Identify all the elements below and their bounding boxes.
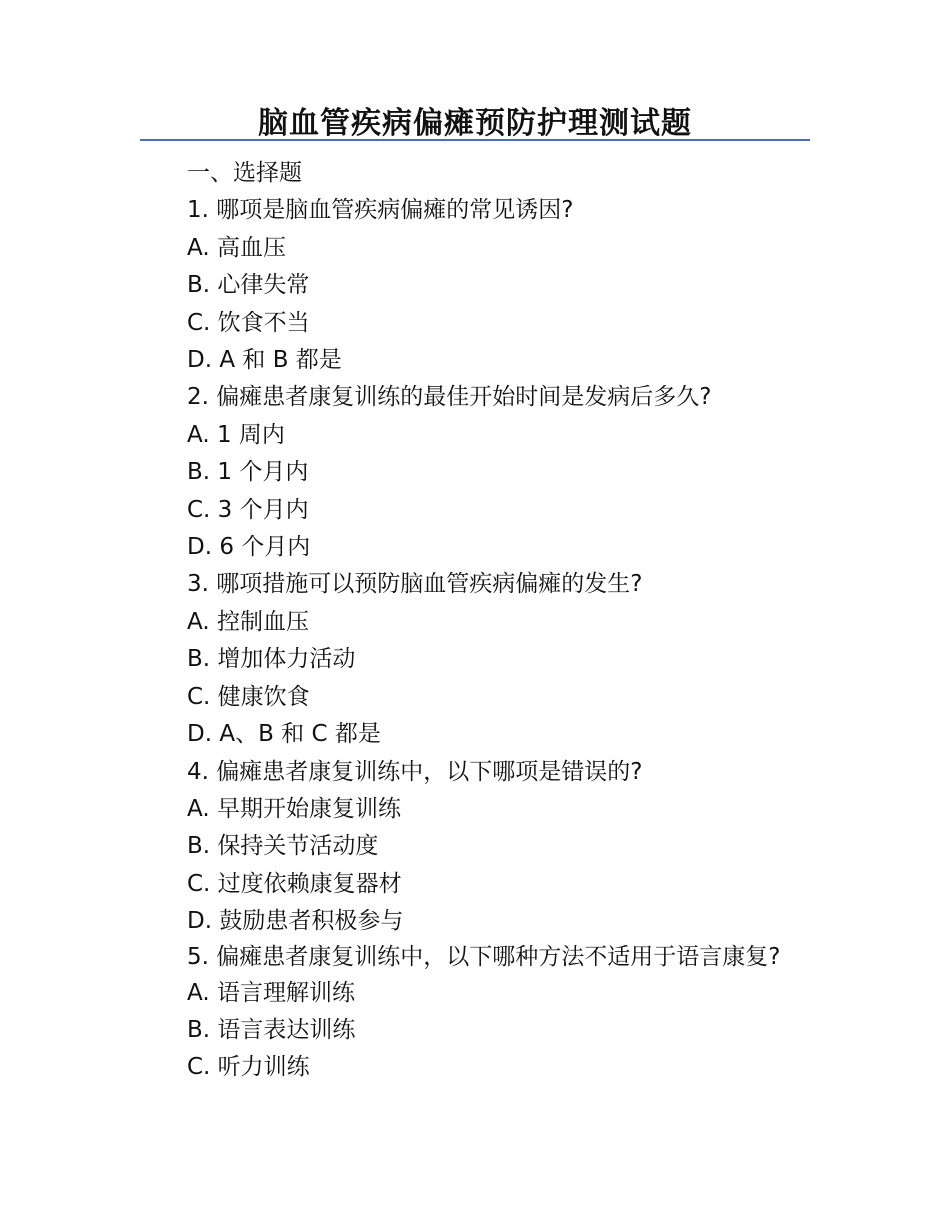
option-b: B. 心律失常 [187, 272, 310, 299]
option-b: B. 保持关节活动度 [187, 833, 379, 860]
question-3 [140, 566, 810, 753]
option-c: C. 听力训练 [187, 1054, 310, 1081]
option-a: A. 高血压 [187, 234, 286, 261]
question-stem: 1. 哪项是脑血管疾病偏瘫的常见诱因? [187, 197, 574, 224]
question-1 [140, 192, 810, 379]
section-heading: 一、选择题 [187, 160, 302, 186]
title-underline [140, 139, 810, 141]
question-stem: 4. 偏瘫患者康复训练中，以下哪项是错误的? [187, 758, 643, 785]
document-title: 脑血管疾病偏瘫预防护理测试题 [258, 106, 692, 141]
option-c: C. 饮食不当 [187, 309, 310, 336]
option-c: C. 过度依赖康复器材 [187, 870, 402, 897]
option-c: C. 健康饮食 [187, 683, 310, 710]
question-stem: 5. 偏瘫患者康复训练中，以下哪种方法不适用于语言康复? [187, 943, 781, 970]
option-d: D. A、B 和 C 都是 [187, 721, 381, 748]
question-stem: 3. 哪项措施可以预防脑血管疾病偏瘫的发生? [187, 571, 643, 598]
document-body [140, 155, 810, 1087]
question-2 [140, 379, 810, 566]
option-b: B. 语言表达训练 [187, 1016, 356, 1043]
option-d: D. 6 个月内 [187, 534, 311, 561]
option-d: D. 鼓励患者积极参与 [187, 908, 404, 935]
option-b: B. 1 个月内 [187, 459, 309, 486]
option-d: D. A 和 B 都是 [187, 347, 342, 374]
question-5 [140, 941, 810, 1087]
option-a: A. 语言理解训练 [187, 979, 355, 1006]
question-stem: 2. 偏瘫患者康复训练的最佳开始时间是发病后多久? [187, 384, 712, 411]
option-a: A. 控制血压 [187, 608, 309, 635]
option-c: C. 3 个月内 [187, 496, 309, 523]
option-b: B. 增加体力活动 [187, 646, 356, 673]
option-a: A. 1 周内 [187, 421, 285, 448]
option-a: A. 早期开始康复训练 [187, 795, 401, 822]
question-4 [140, 754, 810, 941]
